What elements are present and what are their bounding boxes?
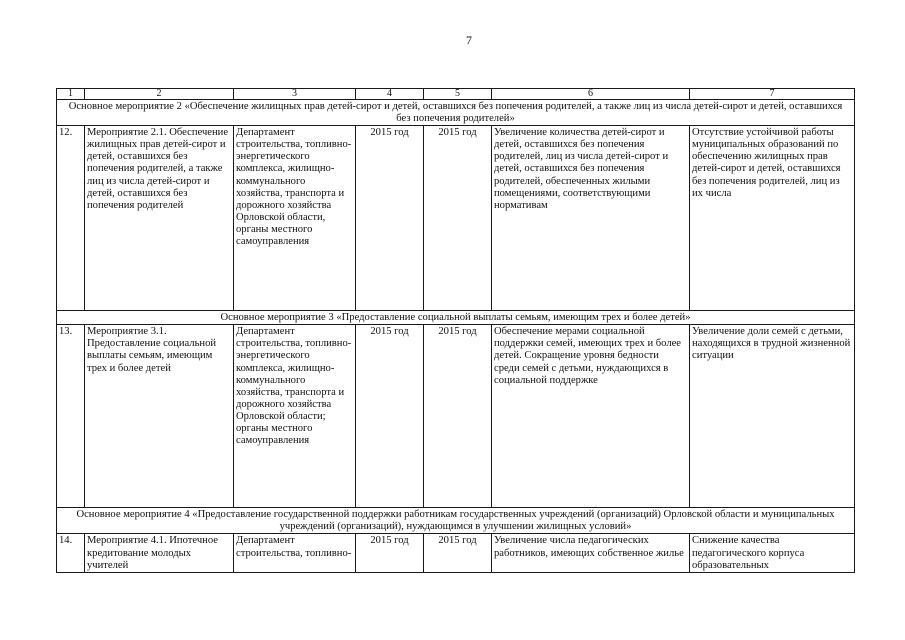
activity-cell: Мероприятие 4.1. Ипотечное кредитование молодых учителей	[85, 534, 234, 572]
executor-cell: Департамент строительства, топливно-энергетического комплекса, жилищно-коммунального хозяйства, транспорта и дорожного хозяйства Орловской области, органы местного самоуправления	[234, 126, 356, 311]
end-date-cell: 2015 год	[424, 534, 492, 572]
page-number: 7	[466, 33, 472, 47]
start-date-cell: 2015 год	[356, 325, 424, 508]
table-row	[57, 325, 855, 508]
start-date-cell: 2015 год	[356, 126, 424, 311]
column-header: 3	[234, 89, 356, 100]
section-title: Основное мероприятие 4 «Предоставление государственной поддержки работникам государственных учреждений (организаций) Орловской области и муниципальных учреждений (организаций), нуждающимся в улучшении жилищных условий»	[57, 508, 855, 534]
result-cell: Увеличение числа педагогических работников, имеющих собственное жилье	[492, 534, 690, 572]
section-title: Основное мероприятие 3 «Предоставление социальной выплаты семьям, имеющим трех и более детей»	[57, 311, 855, 325]
table-row	[57, 126, 855, 311]
result-cell: Обеспечение мерами социальной поддержки семей, имеющих трех и более детей. Сокращение уровня бедности среди семей с детьми, нуждающихся в социальной поддержке	[492, 325, 690, 508]
measures-table	[56, 88, 855, 573]
row-number: 14.	[57, 534, 85, 572]
column-header: 1	[57, 89, 85, 100]
column-number-row	[57, 89, 855, 100]
column-header: 2	[85, 89, 234, 100]
column-header: 4	[356, 89, 424, 100]
row-number: 13.	[57, 325, 85, 508]
consequence-cell: Отсутствие устойчивой работы муниципальных образований по обеспечению жилищных прав детей-сирот и детей, оставшихся без попечения родителей, лиц из их числа	[690, 126, 855, 311]
start-date-cell: 2015 год	[356, 534, 424, 572]
column-header: 6	[492, 89, 690, 100]
end-date-cell: 2015 год	[424, 126, 492, 311]
executor-cell: Департамент строительства, топливно-	[234, 534, 356, 572]
section-header-row	[57, 508, 855, 534]
column-header: 7	[690, 89, 855, 100]
consequence-cell: Снижение качества педагогического корпуса образовательных	[690, 534, 855, 572]
column-header: 5	[424, 89, 492, 100]
table-row	[57, 534, 855, 572]
row-number: 12.	[57, 126, 85, 311]
activity-cell: Мероприятие 3.1. Предоставление социальной выплаты семьям, имеющим трех и более детей	[85, 325, 234, 508]
section-header-row	[57, 311, 855, 325]
section-title: Основное мероприятие 2 «Обеспечение жилищных прав детей-сирот и детей, оставшихся без попечения родителей, а также лиц из числа детей-сирот и детей, оставшихся без попечения родителей»	[57, 100, 855, 126]
result-cell: Увеличение количества детей-сирот и детей, оставшихся без попечения родителей, лиц из числа детей-сирот и детей, оставшихся без попечения родителей, обеспеченных жилыми помещениями, соответствующими нормативам	[492, 126, 690, 311]
end-date-cell: 2015 год	[424, 325, 492, 508]
section-header-row	[57, 100, 855, 126]
executor-cell: Департамент строительства, топливно-энергетического комплекса, жилищно-коммунального хозяйства, транспорта и дорожного хозяйства Орловской области; органы местного самоуправления	[234, 325, 356, 508]
activity-cell: Мероприятие 2.1. Обеспечение жилищных прав детей-сирот и детей, оставшихся без попечения родителей, а также лиц из числа детей-сирот и детей, оставшихся без попечения родителей	[85, 126, 234, 311]
consequence-cell: Увеличение доли семей с детьми, находящихся в трудной жизненной ситуации	[690, 325, 855, 508]
